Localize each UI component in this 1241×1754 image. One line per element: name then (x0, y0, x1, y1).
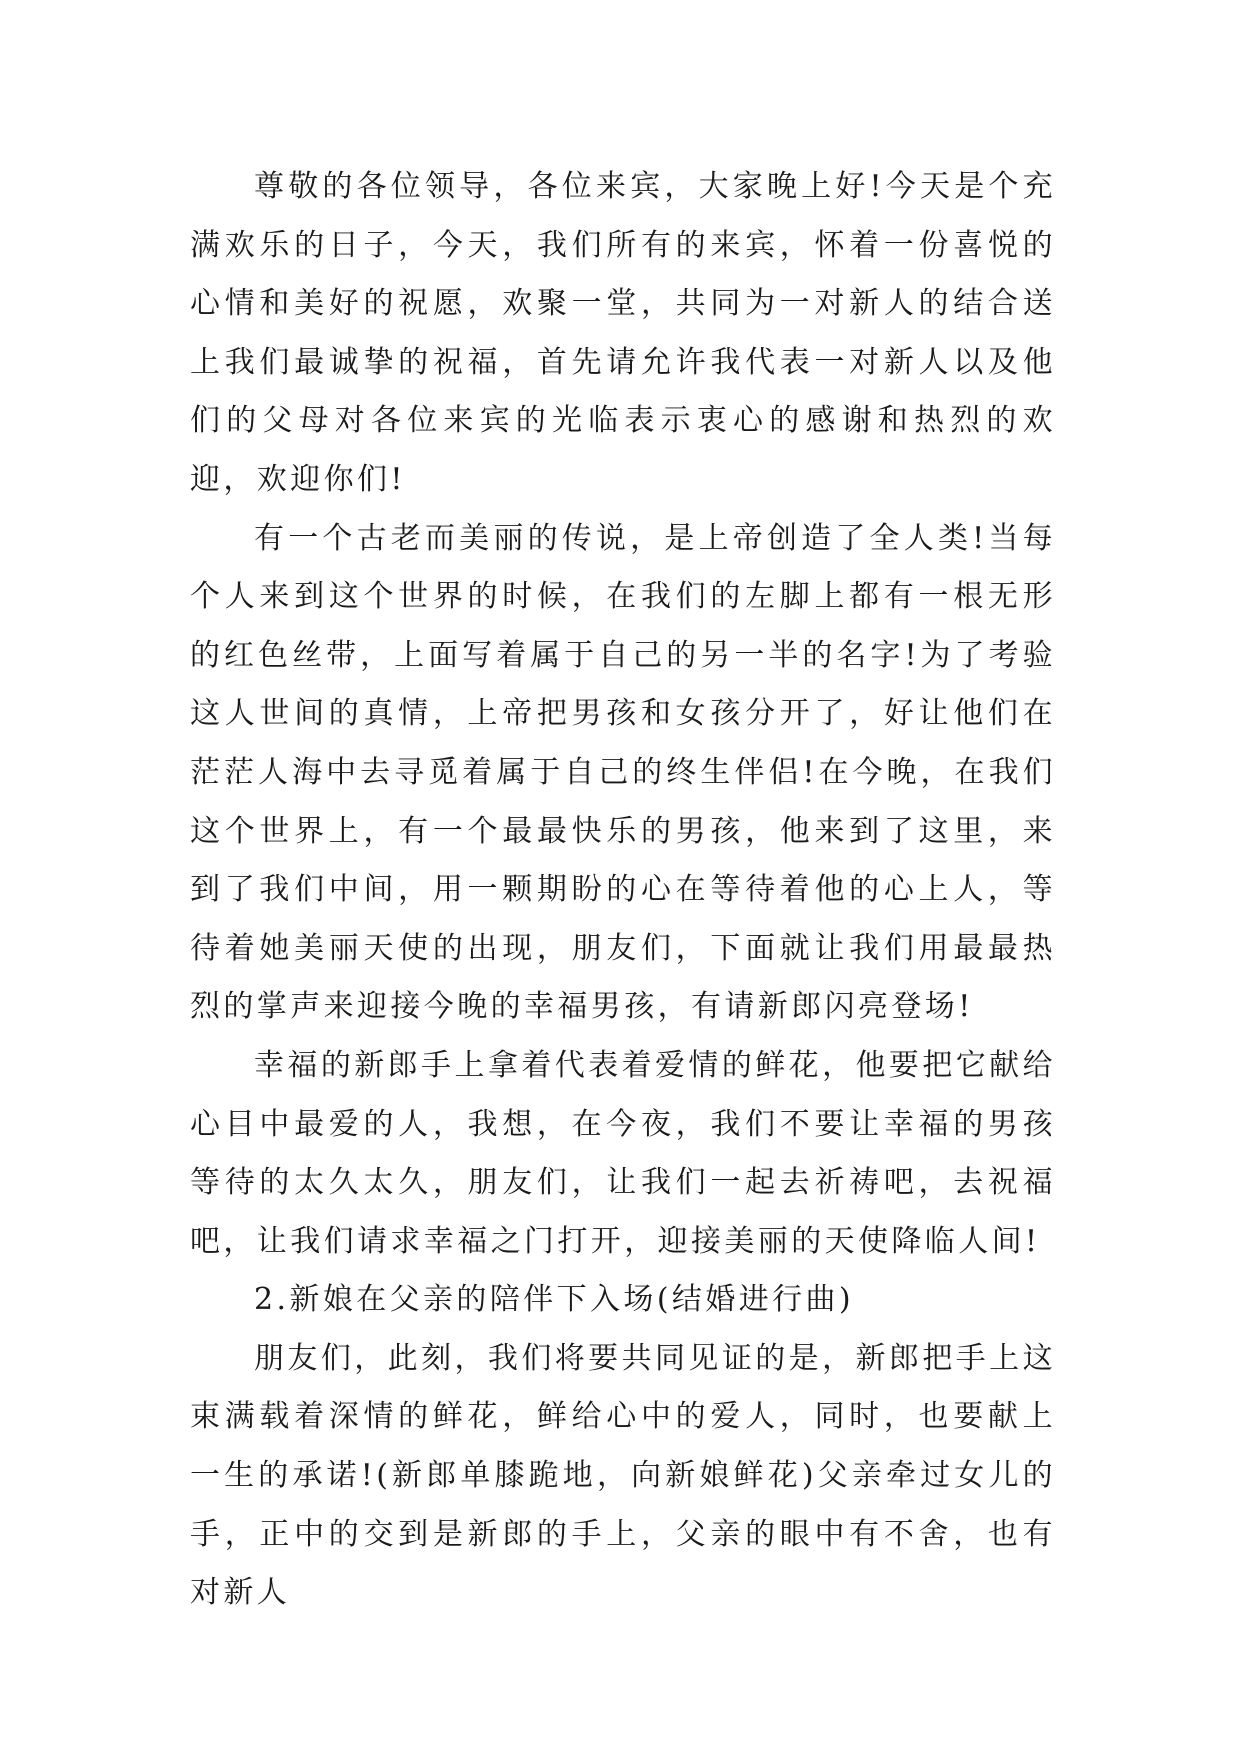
paragraph-opening-greeting: 尊敬的各位领导，各位来宾，大家晚上好!今天是个充满欢乐的日子，今天，我们所有的来宾，怀着一份喜悦的心情和美好的祝愿，欢聚一堂，共同为一对新人的结合送上我们最诚挚的祝福，首先请允许我代表一对新人以及他们的父母对各位来宾的光临表示衷心的感谢和热烈的欢迎，欢迎你们! (190, 169, 1056, 497)
paragraph-witness: 朋友们，此刻，我们将要共同见证的是，新郎把手上这束满载着深情的鲜花，鲜给心中的爱人，同时，也要献上一生的承诺!(新郎单膝跪地，向新娘鲜花)父亲牵过女儿的手，正中的交到是新郎的手上，父亲的眼中有不舍，也有对新人 (190, 1340, 1056, 1611)
section-heading-bride-entrance: 2.新娘在父亲的陪伴下入场(结婚进行曲) (254, 1282, 855, 1318)
document-body (190, 158, 1056, 1623)
paragraph-legend: 有一个古老而美丽的传说，是上帝创造了全人类!当每个人来到这个世界的时候，在我们的左脚上都有一根无形的红色丝带，上面写着属于自己的另一半的名字!为了考验这人世间的真情，上帝把男孩和女孩分开了，好让他们在茫茫人海中去寻觅着属于自己的终生伴侣!在今晚，在我们这个世界上，有一个最最快乐的男孩，他来到了这里，来到了我们中间，用一颗期盼的心在等待着他的心上人，等待着她美丽天使的出现，朋友们，下面就让我们用最最热烈的掌声来迎接今晚的幸福男孩，有请新郎闪亮登场! (190, 520, 1056, 1025)
paragraph-groom-flowers: 幸福的新郎手上拿着代表着爱情的鲜花，他要把它献给心目中最爱的人，我想，在今夜，我们不要让幸福的男孩等待的太久太久，朋友们，让我们一起去祈祷吧，去祝福吧，让我们请求幸福之门打开，迎接美丽的天使降临人间! (190, 1047, 1056, 1259)
